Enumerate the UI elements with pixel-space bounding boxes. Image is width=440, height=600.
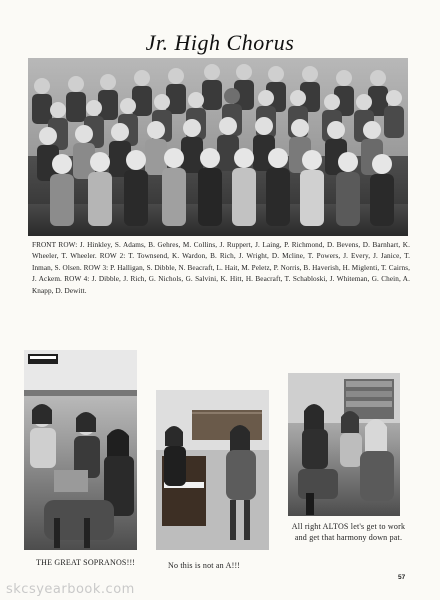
altos-caption: All right ALTOS let's get to work and get that harmony down pat.: [291, 522, 406, 543]
sopranos-scene: [24, 350, 137, 550]
piano-caption: No this is not an A!!!: [168, 561, 241, 570]
sopranos-photo: [24, 350, 137, 550]
group-photo-caption: FRONT ROW: J. Hinkley, S. Adams, B. Gehres, M. Collins, J. Ruppert, J. Laing, P. Richmond, D. Bevens, D. Barnhart, K. Wheeler, T. Wheeler. ROW 2: T. Townsend, K. Wardon, B. Rich, J. Wright, D. Mcline, T. Powers, J. Every, J. Janice, T. Inman, S. Olsen. ROW 3: P. Halligan, S. Dibble, N. Beacraft, L. Hait, M. Peletz, P. Norris, B. Haverish, H. Miglenti, T. Cairns, J. Ackem. ROW 4: J. Dibble, J. Rich, G. Nichols, G. Salvini, K. Hitt, H. Beacraft, T. Schabloski, J. Whiteman, G. Chein, A. Knapp, D. Dewitt.: [32, 241, 410, 295]
chorus-members-silhouettes: [28, 58, 408, 236]
page-number: 57: [398, 574, 406, 581]
sopranos-caption: THE GREAT SOPRANOS!!!: [36, 558, 136, 567]
piano-photo: [156, 390, 269, 550]
piano-scene: [156, 390, 269, 550]
altos-photo: [288, 373, 400, 516]
group-photo: [28, 58, 408, 236]
altos-scene: [288, 373, 400, 516]
page-title: Jr. High Chorus: [145, 30, 295, 55]
watermark: skcsyearbook.com: [6, 582, 135, 597]
